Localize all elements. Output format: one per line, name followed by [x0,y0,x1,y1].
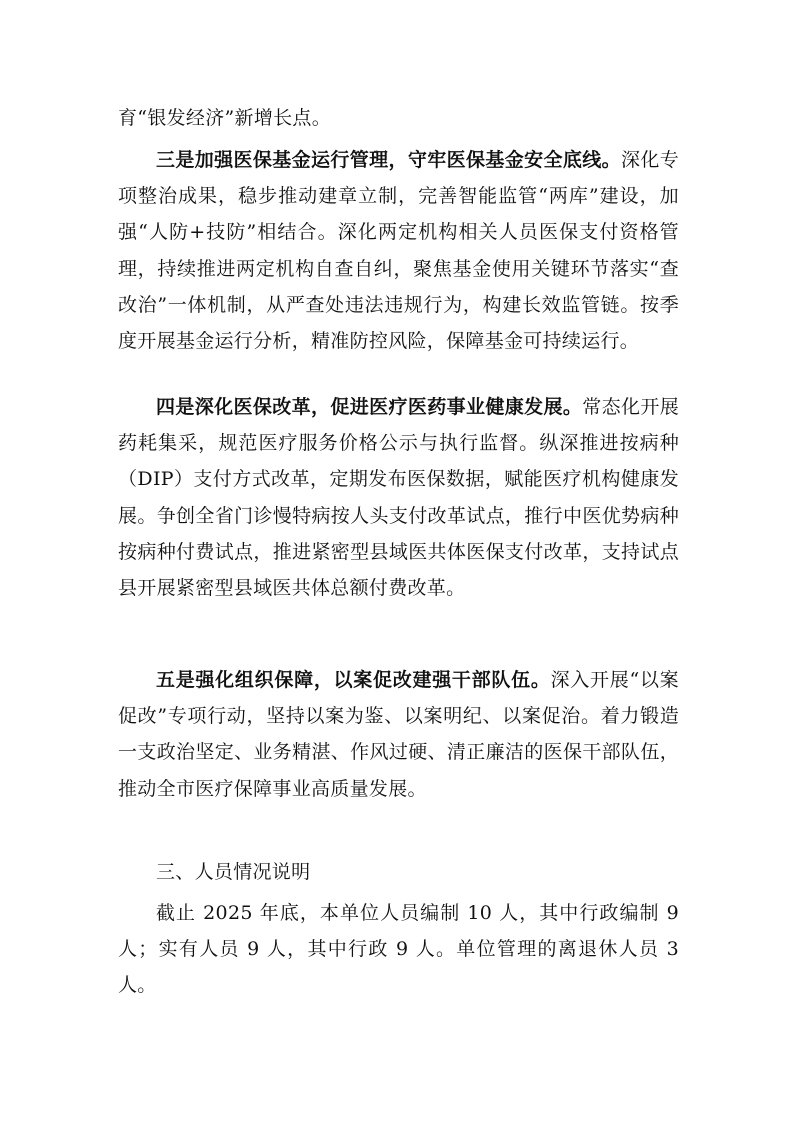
paragraph-organization [118,662,679,807]
paragraph-lead-heading: 三是加强医保基金运行管理，守牢医保基金安全底线。 [156,149,621,171]
section-heading-staff: 三、人员情况说明 [156,861,311,883]
paragraph-fund-management [118,142,679,359]
paragraph-body-text: 深化专项整治成果，稳步推动建章立制，完善智能监管“两库”建设，加强“人防+技防”相结合。深化两定机构相关人员医保支付资格管理，持续推进两定机构自查自纠，聚焦基金使用关键环节落实“查改治”一体机制，从严查处违法违规行为，构建长效监管链。按季度开展基金运行分析，精准防控风险，保障基金可持续运行。 [118,149,679,353]
paragraph-lead-heading: 四是深化医保改革，促进医疗医药事业健康发展。 [156,396,583,418]
paragraph-body-text: 常态化开展药耗集采，规范医疗服务价格公示与执行监督。纵深推进按病种（DIP）支付方式改革，定期发布医保数据，赋能医疗机构健康发展。争创全省门诊慢特病按人头支付改革试点，推行中医优势病种按病种付费试点，推进紧密型县域医共体医保支付改革，支持试点县开展紧密型县域医共体总额付费改革。 [118,396,679,600]
paragraph-body-text: 深入开展“以案促改”专项行动，坚持以案为鉴、以案明纪、以案促治。着力锻造一支政治坚定、业务精湛、作风过硬、清正廉洁的医保干部队伍，推动全市医疗保障事业高质量发展。 [118,669,679,800]
paragraph-staff: 截止 2025 年底，本单位人员编制 10 人，其中行政编制 9 人；实有人员 9 人，其中行政 9 人。单位管理的离退休人员 3 人。 [118,902,679,997]
paragraph-reform [118,389,679,606]
paragraph-lead-heading: 五是强化组织保障，以案促改建强干部队伍。 [156,669,551,691]
continuation-paragraph: 育“银发经济”新增长点。 [118,107,332,129]
